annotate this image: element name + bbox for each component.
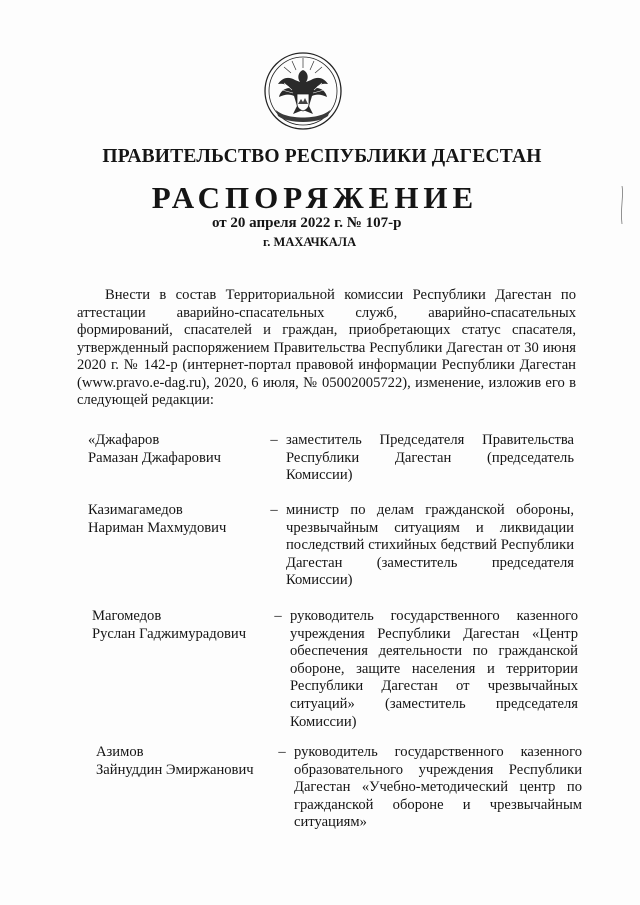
member-dash: – — [278, 744, 286, 760]
order-paragraph: Внести в состав Территориальной комиссии Республики Дагестан по аттестации аварийно-спасательных служб, аварийно-спасательных формирований, спасателей и граждан, приобретающих статус спасателя, утвержденный распоряжением Правительства Республики Дагестан от 30 июня 2020 г. № 142-р (интернет-портал правовой информации Республики Дагестан (www.pravo.e-dag.ru), 2020, 6 июля, № 05002005722), изменение, изложив его в следующей редакции: — [77, 287, 576, 408]
member-given-name: Рамазан Джафарович — [88, 449, 221, 466]
member-name — [92, 608, 267, 643]
member-dash: – — [270, 432, 278, 448]
member-entry — [88, 502, 578, 592]
member-entry — [88, 432, 578, 482]
member-given-name: Руслан Гаджимурадович — [92, 625, 247, 642]
coat-of-arms-emblem — [262, 50, 344, 132]
member-entry — [92, 608, 578, 730]
member-name — [88, 502, 263, 537]
member-dash: – — [270, 502, 278, 518]
government-title: ПРАВИТЕЛЬСТВО РЕСПУБЛИКИ ДАГЕСТАН — [102, 146, 542, 167]
city-line: г. МАХАЧКАЛА — [263, 235, 357, 249]
member-role: руководитель государственного казенного образовательного учреждения Республики Дагестан «Учебно-методический центр по гражданской обороне и чрезвычайным ситуациям» — [294, 744, 582, 831]
member-role: министр по делам гражданской обороны, чрезвычайным ситуациям и ликвидации последствий стихийных бедствий Республики Дагестан (заместитель председателя Комиссии) — [286, 502, 574, 589]
member-name — [96, 744, 271, 779]
member-surname: Магомедов — [92, 608, 162, 624]
member-surname: Азимов — [96, 744, 144, 760]
member-given-name: Зайнуддин Эмиржанович — [96, 761, 254, 778]
scan-edge-mark — [618, 186, 626, 226]
member-surname: «Джафаров — [88, 432, 160, 448]
member-name — [88, 432, 263, 467]
date-number-line: от 20 апреля 2022 г. № 107-р — [212, 215, 402, 231]
member-given-name: Нариман Махмудович — [88, 519, 227, 536]
document-type-title: РАСПОРЯЖЕНИЕ — [151, 180, 479, 215]
member-entry — [96, 744, 580, 834]
member-surname: Казимагамедов — [88, 502, 183, 518]
member-role: руководитель государственного казенного учреждения Республики Дагестан «Центр обеспечения деятельности по гражданской обороне, защите населения и территории Республики Дагестан от чрезвычайных ситуаций» (заместитель председателя Комиссии) — [290, 608, 578, 730]
member-dash: – — [274, 608, 282, 624]
member-role: заместитель Председателя Правительства Республики Дагестан (председатель Комиссии) — [286, 432, 574, 484]
